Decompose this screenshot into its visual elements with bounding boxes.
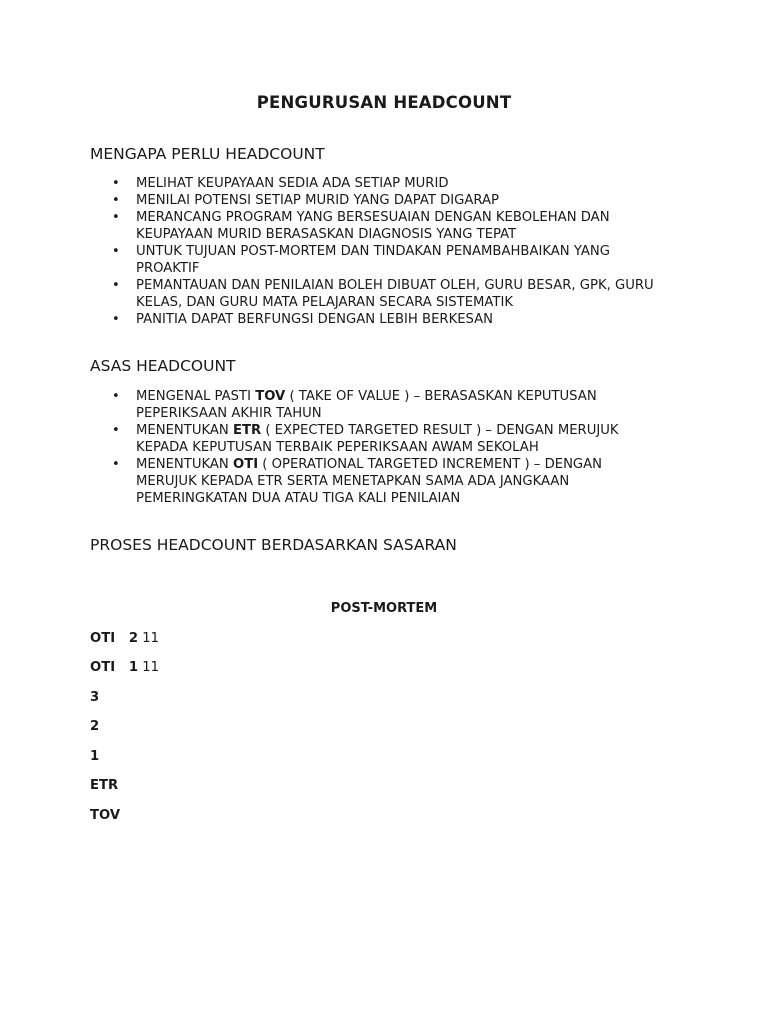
bullet-icon: •	[112, 389, 120, 404]
list-item	[90, 192, 690, 209]
list-item-text: PEMANTAUAN DAN PENILAIAN BOLEH DIBUAT OLEH, GURU BESAR, GPK, GURU	[136, 278, 654, 293]
row-value: 11	[138, 631, 160, 646]
list-item-prefix: MENENTUKAN	[136, 457, 233, 472]
list-item-text: UNTUK TUJUAN POST-MORTEM DAN TINDAKAN PENAMBAHBAIKAN YANG	[136, 244, 610, 259]
list-item-prefix: MENGENAL PASTI	[136, 389, 256, 404]
list-item	[90, 422, 690, 456]
list-item-prefix: MENENTUKAN	[136, 423, 233, 438]
list-item	[90, 388, 690, 422]
list-item-text-continued: KEUPAYAAN MURID BERASASKAN DIAGNOSIS YANG TEPAT	[136, 227, 517, 242]
list-item-text: PANITIA DAPAT BERFUNGSI DENGAN LEBIH BERKESAN	[136, 312, 494, 327]
list-item	[90, 243, 690, 277]
document-title: PENGURUSAN HEADCOUNT	[256, 93, 512, 112]
headcount-row-1	[90, 749, 99, 764]
row-label: 1	[90, 749, 100, 764]
list-item-text-continued: KELAS, DAN GURU MATA PELAJARAN SECARA SISTEMATIK	[136, 295, 514, 310]
post-mortem-title: POST-MORTEM	[330, 601, 438, 616]
list-item	[90, 456, 690, 507]
list-item	[90, 277, 690, 311]
bullet-icon: •	[112, 278, 120, 293]
bullet-icon: •	[112, 457, 120, 472]
section-heading-mengapa: MENGAPA PERLU HEADCOUNT	[90, 145, 325, 163]
row-label: OTI 1	[90, 660, 139, 675]
list-item	[90, 209, 690, 243]
list-item	[90, 175, 690, 192]
row-label: TOV	[90, 808, 121, 823]
term-oti: OTI	[232, 457, 259, 472]
term-etr: ETR	[232, 423, 262, 438]
list-item-text-continued: PROAKTIF	[136, 261, 200, 276]
list-item-text-continued: MERUJUK KEPADA ETR SERTA MENETAPKAN SAMA ADA JANGKAAN	[136, 474, 570, 489]
bullet-icon: •	[112, 193, 120, 208]
list-item-text: MERANCANG PROGRAM YANG BERSESUAIAN DENGAN KEBOLEHAN DAN	[136, 210, 610, 225]
headcount-row-3	[90, 690, 99, 705]
list-item-rest: ( TAKE OF VALUE ) – BERASASKAN KEPUTUSAN	[285, 389, 597, 404]
list-item-text-continued: PEMERINGKATAN DUA ATAU TIGA KALI PENILAIAN	[136, 491, 461, 506]
term-tov: TOV	[255, 389, 286, 404]
list-item-rest: ( EXPECTED TARGETED RESULT ) – DENGAN MERUJUK	[261, 423, 619, 438]
section-heading-asas: ASAS HEADCOUNT	[90, 357, 236, 375]
row-label: OTI 2	[90, 631, 139, 646]
headcount-row-2	[90, 719, 99, 734]
row-value: 11	[138, 660, 160, 675]
bullet-list-mengapa	[90, 175, 690, 328]
list-item	[90, 311, 690, 328]
bullet-icon: •	[112, 244, 120, 259]
row-label: 2	[90, 719, 100, 734]
headcount-row-etr	[90, 778, 118, 793]
list-item-text: MENILAI POTENSI SETIAP MURID YANG DAPAT DIGARAP	[136, 193, 500, 208]
bullet-icon: •	[112, 312, 120, 327]
row-label: 3	[90, 690, 100, 705]
list-item-text-continued: PEPERIKSAAN AKHIR TAHUN	[136, 406, 322, 421]
bullet-icon: •	[112, 176, 120, 191]
list-item-rest: ( OPERATIONAL TARGETED INCREMENT ) – DENGAN	[258, 457, 603, 472]
bullet-icon: •	[112, 423, 120, 438]
headcount-row-oti-2	[90, 631, 159, 646]
headcount-row-oti-1	[90, 660, 159, 675]
bullet-icon: •	[112, 210, 120, 225]
list-item-text-continued: KEPADA KEPUTUSAN TERBAIK PEPERIKSAAN AWAM SEKOLAH	[136, 440, 539, 455]
row-label: ETR	[90, 778, 119, 793]
section-heading-proses: PROSES HEADCOUNT BERDASARKAN SASARAN	[90, 536, 457, 554]
headcount-row-tov	[90, 808, 120, 823]
bullet-list-asas	[90, 388, 690, 507]
list-item-text: MELIHAT KEUPAYAAN SEDIA ADA SETIAP MURID	[136, 176, 449, 191]
